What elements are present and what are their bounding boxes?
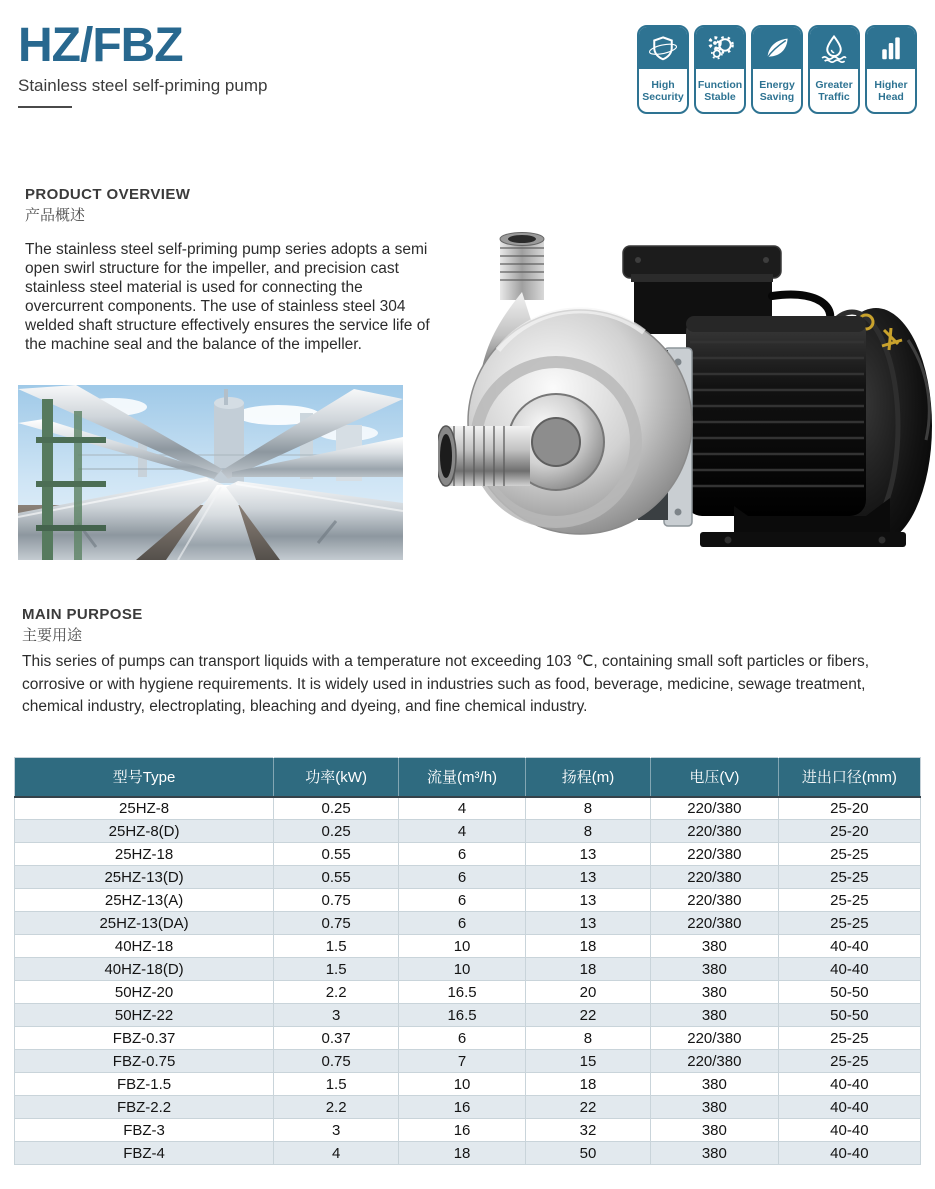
table-cell: 15 [525,1050,650,1073]
table-cell: 16 [399,1119,526,1142]
table-cell: 380 [650,1119,778,1142]
table-cell: 380 [650,1073,778,1096]
table-cell: 8 [525,797,650,820]
badge-energy-saving [751,25,803,114]
table-cell: 220/380 [650,866,778,889]
table-cell: 6 [399,889,526,912]
table-cell: 220/380 [650,889,778,912]
table-cell: 3 [274,1004,399,1027]
table-cell: 0.37 [274,1027,399,1050]
badge-text-line2: Security [642,90,684,103]
badge-text-line2: Stable [704,90,736,103]
badge-label [753,69,801,112]
table-cell: 4 [399,797,526,820]
table-cell: 10 [399,1073,526,1096]
table-cell: 25-25 [778,1050,920,1073]
badge-higher-head [865,25,917,114]
purpose-heading-en: MAIN PURPOSE [22,606,143,623]
table-cell: 4 [399,820,526,843]
table-cell: FBZ-0.37 [15,1027,274,1050]
table-row [15,1096,921,1119]
table-row [15,935,921,958]
bar-chart-icon [867,27,915,69]
table-cell: FBZ-0.75 [15,1050,274,1073]
table-row [15,1050,921,1073]
table-cell: 25-25 [778,843,920,866]
table-row [15,1142,921,1165]
table-cell: 3 [274,1119,399,1142]
table-row [15,843,921,866]
purpose-paragraph: This series of pumps can transport liquids with a temperature not exceeding 103 ℃, containing small soft particles or fibers, corrosive or with hygiene requirements. It is widely used in industries such as food, beverage, medicine, sewage treatment, chemical industry, electroplating, bleaching and dyeing, and fine chemical industry. [22,653,870,715]
shield-icon [639,27,687,69]
table-cell: 18 [525,1073,650,1096]
badge-greater-traffic [808,25,860,114]
page-subtitle: Stainless steel self-priming pump [18,76,268,95]
table-row [15,1027,921,1050]
table-cell: 18 [399,1142,526,1165]
section-product-overview [25,186,190,225]
table-row [15,1004,921,1027]
table-cell: 22 [525,1004,650,1027]
overview-heading-zh: 产品概述 [25,207,86,224]
table-cell: 50-50 [778,981,920,1004]
table-cell: 380 [650,935,778,958]
table-cell: 25-25 [778,866,920,889]
table-cell: 220/380 [650,1027,778,1050]
table-cell: 0.75 [274,889,399,912]
table-cell: 6 [399,1027,526,1050]
table-cell: 0.75 [274,912,399,935]
table-row [15,889,921,912]
table-cell: 8 [525,1027,650,1050]
table-cell: 13 [525,866,650,889]
table-cell: 0.55 [274,866,399,889]
badge-label [696,69,744,112]
table-header-cell: 扬程(m) [525,758,650,797]
table-cell: 16.5 [399,981,526,1004]
table-row [15,912,921,935]
badge-text-line1: Greater [815,78,853,91]
table-cell: FBZ-1.5 [15,1073,274,1096]
table-header-cell: 进出口径(mm) [778,758,920,797]
table-cell: 25HZ-13(DA) [15,912,274,935]
table-cell: 25-20 [778,820,920,843]
table-cell: 25HZ-13(D) [15,866,274,889]
table-header-row [15,758,921,797]
table-cell: 7 [399,1050,526,1073]
table-cell: 40-40 [778,1096,920,1119]
gears-icon [696,27,744,69]
table-cell: 40-40 [778,935,920,958]
table-cell: 220/380 [650,843,778,866]
table-cell: 13 [525,889,650,912]
table-cell: 6 [399,843,526,866]
table-cell: 25HZ-13(A) [15,889,274,912]
table-cell: 20 [525,981,650,1004]
badge-text-line1: High [651,78,675,91]
table-cell: FBZ-4 [15,1142,274,1165]
table-cell: 18 [525,935,650,958]
table-cell: 8 [525,820,650,843]
table-cell: 25-25 [778,889,920,912]
table-cell: 18 [525,958,650,981]
table-cell: 380 [650,981,778,1004]
droplet-icon [810,27,858,69]
table-cell: 4 [274,1142,399,1165]
table-cell: 380 [650,1096,778,1119]
table-cell: 1.5 [274,1073,399,1096]
title-underline [18,106,72,108]
table-cell: 25-25 [778,912,920,935]
pump-product-photo [438,230,935,560]
table-cell: 40HZ-18(D) [15,958,274,981]
table-cell: 25-20 [778,797,920,820]
table-row [15,1119,921,1142]
table-cell: 25-25 [778,1027,920,1050]
table-cell: 40-40 [778,1119,920,1142]
table-cell: 220/380 [650,797,778,820]
table-cell: 1.5 [274,935,399,958]
spec-table [14,757,921,1165]
table-row [15,981,921,1004]
table-row [15,866,921,889]
badge-label [810,69,858,112]
table-cell: 25HZ-8(D) [15,820,274,843]
pipeline-photo [18,385,403,560]
table-cell: 0.25 [274,820,399,843]
table-cell: 40HZ-18 [15,935,274,958]
table-header-cell: 型号Type [15,758,274,797]
spec-table-wrap [14,757,921,1165]
table-cell: 32 [525,1119,650,1142]
table-cell: 16 [399,1096,526,1119]
badge-text-line2: Traffic [818,90,850,103]
table-cell: 40-40 [778,1142,920,1165]
badge-text-line1: Energy [759,78,795,91]
table-header-cell: 流量(m³/h) [399,758,526,797]
table-cell: FBZ-2.2 [15,1096,274,1119]
table-cell: 25HZ-8 [15,797,274,820]
table-cell: 6 [399,866,526,889]
badge-high-security [637,25,689,114]
table-cell: 0.55 [274,843,399,866]
table-row [15,820,921,843]
page-title: HZ/FBZ [18,19,183,72]
table-row [15,797,921,820]
badge-text-line2: Head [878,90,904,103]
table-cell: 10 [399,935,526,958]
overview-paragraph: The stainless steel self-priming pump series adopts a semi open swirl structure for the impeller, and precision cast stainless steel material is used for connecting the overcurrent components. The use of stainless steel 304 welded shaft structure effectively ensures the service life of the machine seal and the balance of the impeller. [25,241,430,353]
badge-label [639,69,687,112]
table-cell: 220/380 [650,912,778,935]
table-cell: 50HZ-22 [15,1004,274,1027]
table-cell: 380 [650,1142,778,1165]
table-row [15,1073,921,1096]
table-cell: 25HZ-18 [15,843,274,866]
purpose-heading-zh: 主要用途 [22,627,83,644]
badge-text-line1: Function [697,78,743,91]
table-cell: 40-40 [778,1073,920,1096]
badge-text-line2: Saving [759,90,795,103]
table-cell: 16.5 [399,1004,526,1027]
overview-heading-en: PRODUCT OVERVIEW [25,186,191,203]
table-cell: 220/380 [650,1050,778,1073]
table-cell: 40-40 [778,958,920,981]
badge-function-stable [694,25,746,114]
leaf-icon [753,27,801,69]
badge-label [867,69,915,112]
table-cell: 50-50 [778,1004,920,1027]
table-cell: FBZ-3 [15,1119,274,1142]
table-cell: 380 [650,958,778,981]
table-cell: 2.2 [274,1096,399,1119]
table-cell: 0.25 [274,797,399,820]
table-cell: 1.5 [274,958,399,981]
badge-text-line1: Higher [874,78,908,91]
table-cell: 0.75 [274,1050,399,1073]
table-cell: 10 [399,958,526,981]
table-cell: 22 [525,1096,650,1119]
table-header-cell: 功率(kW) [274,758,399,797]
table-cell: 50 [525,1142,650,1165]
table-header-cell: 电压(V) [650,758,778,797]
section-main-purpose [22,606,143,645]
table-cell: 380 [650,1004,778,1027]
table-cell: 220/380 [650,820,778,843]
table-cell: 13 [525,843,650,866]
table-row [15,958,921,981]
table-cell: 50HZ-20 [15,981,274,1004]
table-cell: 2.2 [274,981,399,1004]
feature-badges [637,25,917,114]
table-cell: 13 [525,912,650,935]
table-cell: 6 [399,912,526,935]
